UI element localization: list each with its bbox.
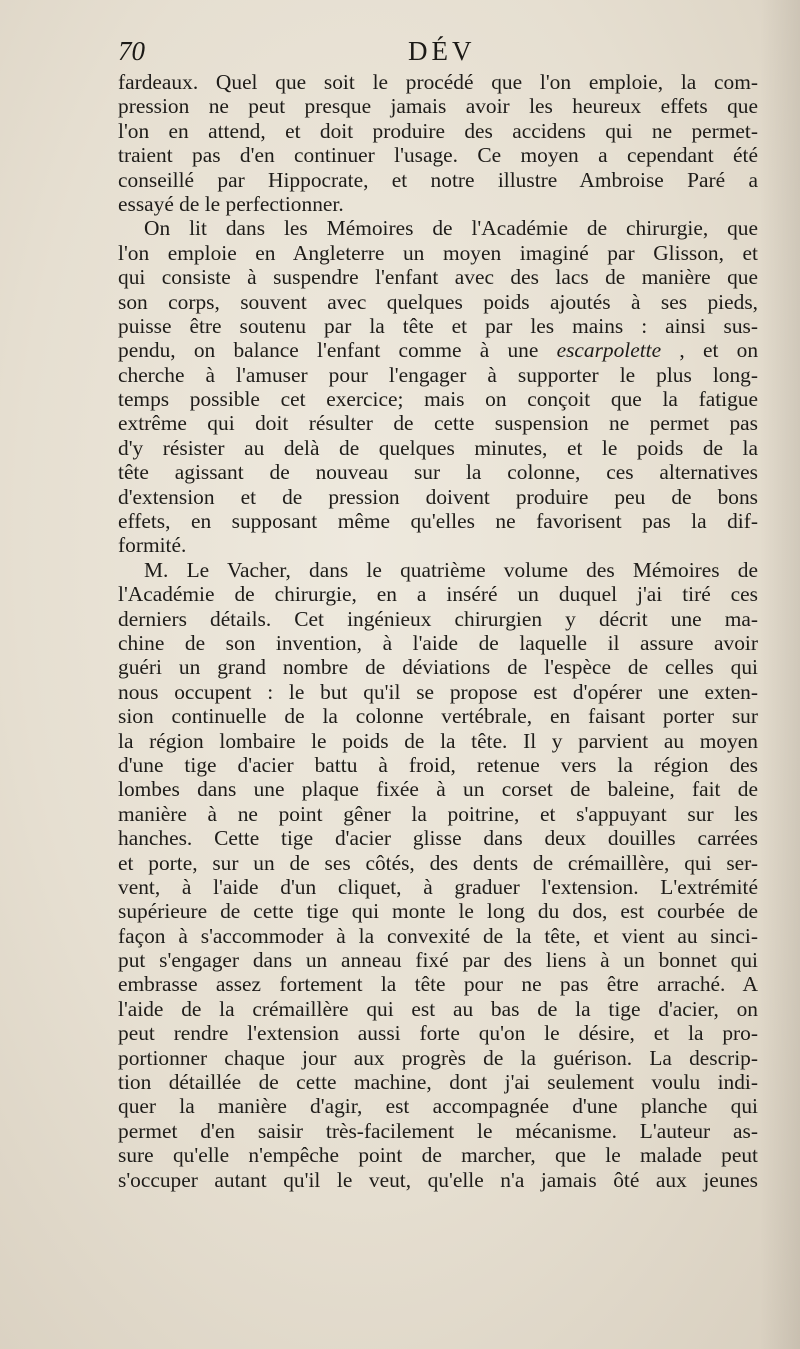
text-line: conseillé par Hippocrate, et notre illustre Ambroise Paré a (118, 167, 758, 192)
text-line: traient pas d'en continuer l'usage. Ce moyen a cependant été (118, 143, 758, 168)
text-line: peut rendre l'extension aussi forte qu'on le désire, et la pro- (118, 1021, 758, 1046)
page-number: 70 (118, 36, 145, 66)
text-line: s'occuper autant qu'il le veut, qu'elle n'a jamais ôté aux jeunes (118, 1167, 758, 1192)
text-line: la région lombaire le poids de la tête. Il y parvient au moyen (118, 728, 758, 753)
text-line: quer la manière d'agir, est accompagnée d'une planche qui (118, 1094, 758, 1119)
text-line: manière à ne point gêner la poitrine, et s'appuyant sur les (118, 801, 758, 826)
text-line: essayé de le perfectionner. (118, 191, 344, 216)
text-line: On lit dans les Mémoires de l'Académie de chirurgie, que (144, 216, 758, 241)
text-line: d'y résister au delà de quelques minutes, et le poids de la (118, 435, 758, 460)
text-line: sion continuelle de la colonne vertébrale, en faisant porter sur (118, 704, 758, 729)
text-line: d'une tige d'acier battu à froid, retenue vers la région des (118, 752, 758, 777)
text-line: put s'engager dans un anneau fixé par des liens à un bonnet qui (118, 948, 758, 973)
text-line: sure qu'elle n'empêche point de marcher, que le malade peut (118, 1143, 758, 1168)
text-line: guéri un grand nombre de déviations de l'espèce de celles qui (118, 655, 758, 680)
text-line: nous occupent : le but qu'il se propose est d'opérer une exten- (118, 679, 758, 704)
text-line: temps possible cet exercice; mais on conçoit que la fatigue (118, 387, 758, 412)
text-segment: pendu, on balance l'enfant comme à une (118, 338, 557, 363)
text-line: l'on emploie en Angleterre un moyen imaginé par Glisson, et (118, 240, 758, 265)
text-line: l'on en attend, et doit produire des accidens qui ne permet- (118, 118, 758, 143)
text-line: chine de son invention, à l'aide de laquelle il assure avoir (118, 630, 758, 655)
running-head: DÉV (408, 36, 476, 66)
text-line: lombes dans une plaque fixée à un corset de baleine, fait de (118, 777, 758, 802)
body-text (118, 70, 758, 1192)
text-line: l'aide de la crémaillère qui est au bas de la tige d'acier, on (118, 996, 758, 1021)
text-line: embrasse assez fortement la tête pour ne pas être arraché. A (118, 972, 758, 997)
text-line: hanches. Cette tige d'acier glisse dans deux douilles carrées (118, 826, 758, 851)
text-line: M. Le Vacher, dans le quatrième volume des Mémoires de (144, 557, 758, 582)
text-line: tion détaillée de cette machine, dont j'ai seulement voulu indi- (118, 1070, 758, 1095)
text-line: pression ne peut presque jamais avoir les heureux effets que (118, 94, 758, 119)
page-header (118, 36, 758, 70)
text-line: façon à s'accommoder à la convexité de la tête, et vient au sinci- (118, 923, 758, 948)
text-line: effets, en supposant même qu'elles ne favorisent pas la dif- (118, 509, 758, 534)
text-line: supérieure de cette tige qui monte le long du dos, est courbée de (118, 899, 758, 924)
text-line: son corps, souvent avec quelques poids ajoutés à ses pieds, (118, 289, 758, 314)
text-line: derniers détails. Cet ingénieux chirurgien y décrit une ma- (118, 606, 758, 631)
italic-term: escarpolette (556, 338, 662, 363)
text-line: formité. (118, 533, 187, 558)
text-line: l'Académie de chirurgie, en a inséré un duquel j'ai tiré ces (118, 582, 758, 607)
text-segment: , et on (661, 338, 759, 363)
text-line: permet d'en saisir très-facilement le mécanisme. L'auteur as- (118, 1118, 758, 1143)
text-line: qui consiste à suspendre l'enfant avec des lacs de manière que (118, 265, 758, 290)
text-line: cherche à l'amuser pour l'engager à supporter le plus long- (118, 362, 758, 387)
text-line: extrême qui doit résulter de cette suspension ne permet pas (118, 411, 758, 436)
page-edge-shadow (760, 0, 800, 1349)
text-line: d'extension et de pression doivent produire peu de bons (118, 484, 758, 509)
text-line (118, 338, 758, 362)
text-line: et porte, sur un de ses côtés, des dents de crémaillère, qui ser- (118, 850, 758, 875)
text-line: vent, à l'aide d'un cliquet, à graduer l'extension. L'extrémité (118, 874, 758, 899)
text-line: portionner chaque jour aux progrès de la guérison. La descrip- (118, 1045, 758, 1070)
text-line: puisse être soutenu par la tête et par les mains : ainsi sus- (118, 313, 758, 338)
text-line: tête agissant de nouveau sur la colonne, ces alternatives (118, 460, 758, 485)
text-line: fardeaux. Quel que soit le procédé que l'on emploie, la com- (118, 70, 758, 94)
